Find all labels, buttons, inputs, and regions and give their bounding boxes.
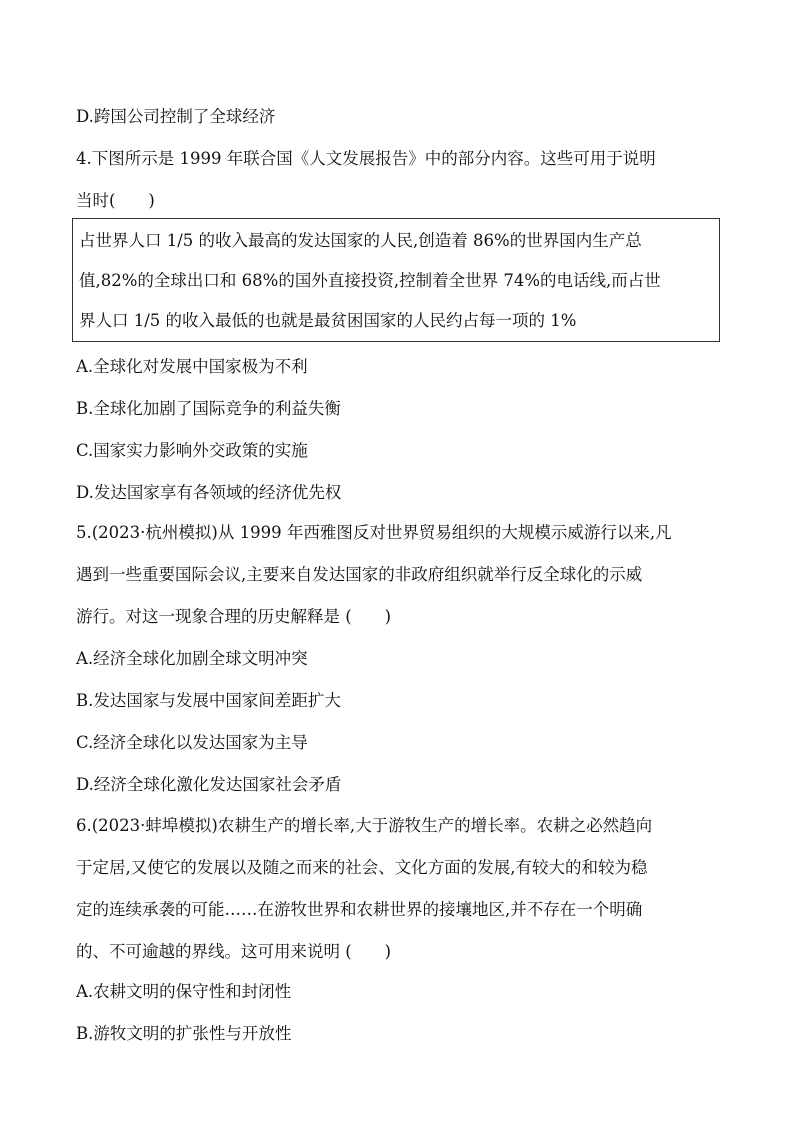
q6-option-a: A.农耕文明的保守性和封闭性	[76, 982, 292, 1001]
q6-option-b: B.游牧文明的扩张性与开放性	[76, 1024, 292, 1043]
q6-stem-line-4: 的、不可逾越的界线。这可用来说明 ( )	[76, 942, 392, 961]
q6-stem-line-1: 6.(2023·蚌埠模拟)农耕生产的增长率,大于游牧生产的增长率。农耕之必然趋向	[76, 816, 653, 835]
quote-line-3: 界人口 1/5 的收入最低的也就是最贫困国家的人民约占每一项的 1%	[79, 311, 577, 330]
q6-stem-line-3: 定的连续承袭的可能……在游牧世界和农耕世界的接壤地区,并不存在一个明确	[76, 900, 643, 919]
q5-option-c: C.经济全球化以发达国家为主导	[76, 733, 308, 752]
q5-stem-line-2: 遇到一些重要国际会议,主要来自发达国家的非政府组织就举行反全球化的示威	[76, 565, 643, 584]
q4-option-d: D.发达国家享有各领域的经济优先权	[76, 483, 342, 502]
q5-option-d: D.经济全球化激化发达国家社会矛盾	[76, 775, 342, 794]
q5-stem-line-1: 5.(2023·杭州模拟)从 1999 年西雅图反对世界贸易组织的大规模示威游行以来,凡	[76, 523, 672, 542]
q4-option-a: A.全球化对发展中国家极为不利	[76, 357, 308, 376]
q5-stem-line-3: 游行。对这一现象合理的历史解释是 ( )	[76, 607, 392, 626]
q4-stem-line-2: 当时( )	[76, 191, 155, 210]
q4-option-b: B.全球化加剧了国际竞争的利益失衡	[76, 399, 341, 418]
q5-option-a: A.经济全球化加剧全球文明冲突	[76, 649, 308, 668]
quote-line-2: 值,82%的全球出口和 68%的国外直接投资,控制着全世界 74%的电话线,而占世	[79, 271, 661, 290]
q5-option-b: B.发达国家与发展中国家间差距扩大	[76, 691, 341, 710]
q3-option-d: D.跨国公司控制了全球经济	[76, 107, 276, 126]
quote-line-1: 占世界人口 1/5 的收入最高的发达国家的人民,创造着 86%的世界国内生产总	[79, 231, 642, 250]
q6-stem-line-2: 于定居,又使它的发展以及随之而来的社会、文化方面的发展,有较大的和较为稳	[76, 858, 648, 877]
q4-stem-line-1: 4.下图所示是 1999 年联合国《人文发展报告》中的部分内容。这些可用于说明	[76, 149, 656, 168]
quote-box	[72, 218, 720, 342]
q4-option-c: C.国家实力影响外交政策的实施	[76, 441, 308, 460]
